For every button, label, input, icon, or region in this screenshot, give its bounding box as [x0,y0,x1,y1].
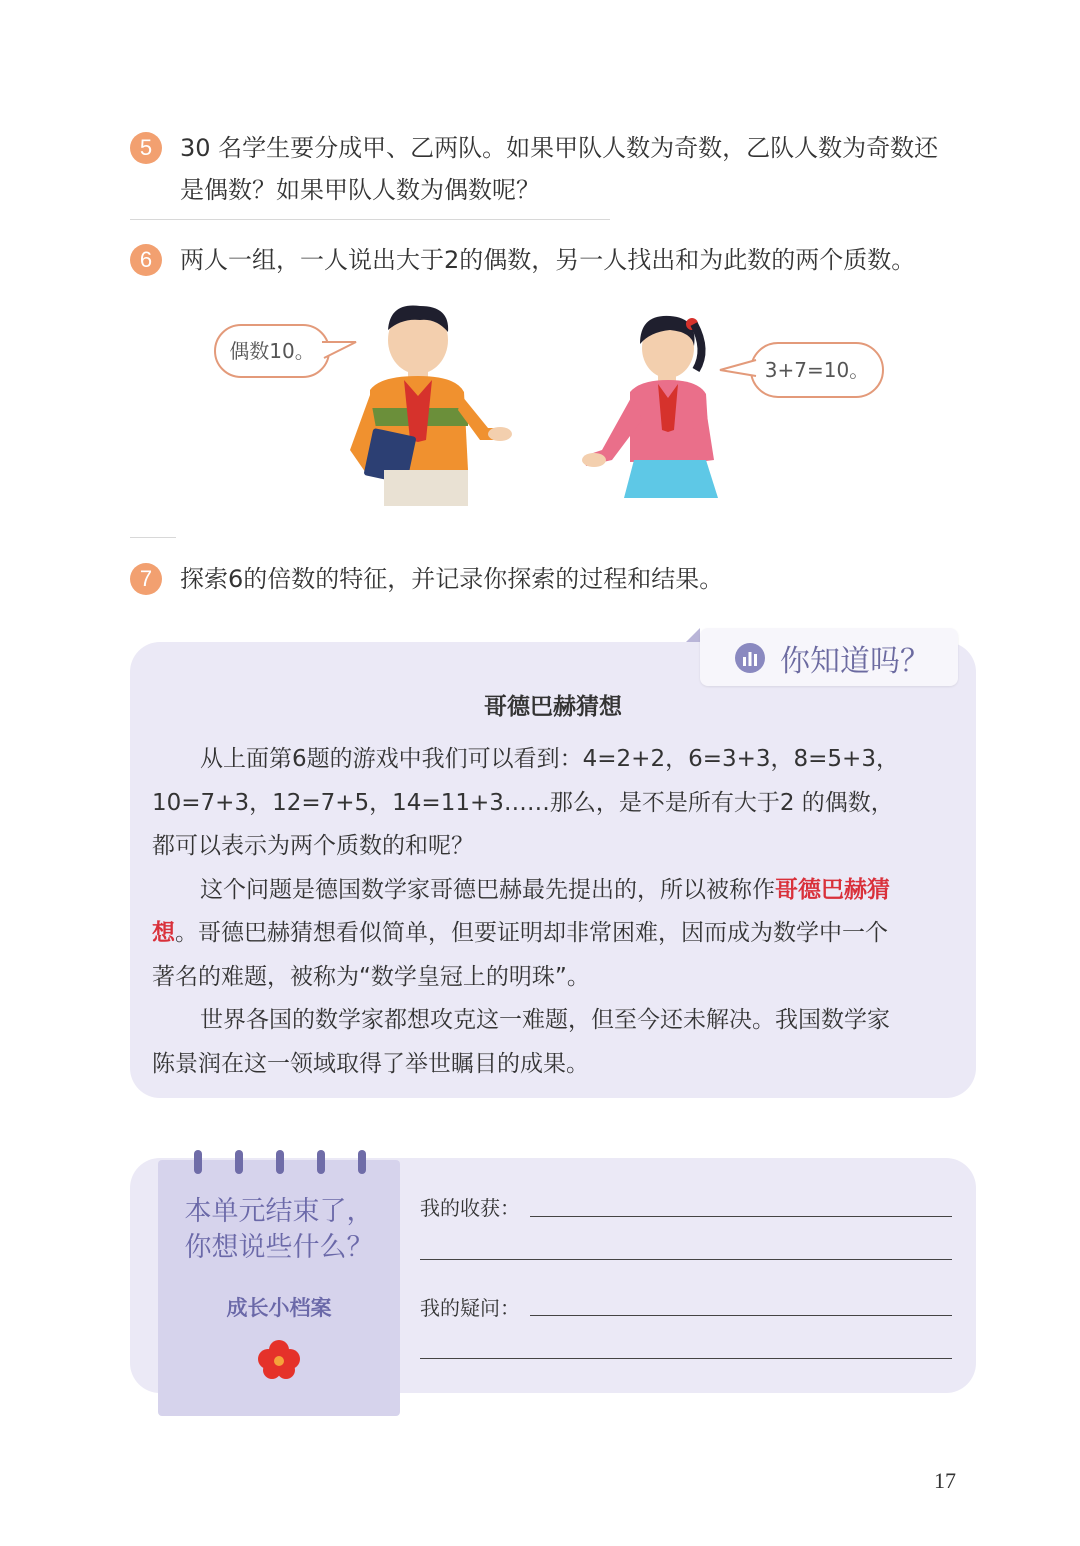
girl-speech-bubble: 3+7=10。 [750,342,884,398]
question-line: 是偶数？如果甲队人数为偶数呢？ [180,176,540,204]
record-title-line: 本单元结束了， [184,1196,374,1227]
page-number: 17 [934,1468,956,1493]
question-text: 两人一组，一人说出大于2的偶数，另一人找出和为此数的两个质数。 [180,246,916,274]
binder-ring-icon [194,1150,202,1174]
flower-icon [258,1340,300,1380]
question-text [180,127,990,211]
highlight-term: 想 [152,920,175,946]
paragraph-text: 著名的难题，被称为“数学皇冠上的明珠”。 [152,963,590,990]
paragraph-text: 都可以表示为两个质数的和呢？ [152,833,474,859]
binder-ring-icon [276,1150,284,1174]
my-question-label: 我的疑问： [420,1296,520,1320]
question-number-badge: 7 [130,563,162,595]
binder-ring-icon [235,1150,243,1174]
article-body [152,738,957,1086]
boy-illustration-icon [340,300,520,510]
paragraph-text: 。哥德巴赫猜想看似简单，但要证明却非常困难，因而成为数学中一个 [175,920,888,946]
tab-fold [686,628,700,642]
boy-speech-bubble: 偶数10。 [214,324,330,378]
record-subtitle: 成长小档案 [226,1296,332,1320]
my-gain-label: 我的收获： [420,1196,520,1220]
question-writing-line[interactable] [530,1315,952,1316]
record-title-line: 你想说些什么？ [184,1232,374,1263]
binder-ring-icon [358,1150,366,1174]
question-number-badge: 5 [130,132,162,164]
paragraph-text: 10=7+3，12=7+5，14=11+3……那么，是不是所有大于2 的偶数， [152,789,894,816]
question-number-badge: 6 [130,244,162,276]
question-text: 探索6的倍数的特征，并记录你探索的过程和结果。 [180,565,724,593]
divider [130,537,176,538]
highlight-term: 哥德巴赫猜 [775,876,890,903]
gain-writing-line[interactable] [530,1216,952,1217]
paragraph-text: 世界各国的数学家都想攻克这一难题，但至今还未解决。我国数学家 [200,1007,890,1033]
question-writing-line[interactable] [420,1358,952,1359]
paragraph-text: 从上面第6题的游戏中我们可以看到：4=2+2，6=3+3，8=5+3， [200,746,899,772]
divider [130,219,610,220]
question-line: 30 名学生要分成甲、乙两队。如果甲队人数为奇数，乙队人数为奇数还 [180,134,939,162]
article-heading: 哥德巴赫猜想 [484,694,622,720]
paragraph-text: 这个问题是德国数学家哥德巴赫最先提出的，所以被称作 [200,876,775,903]
girl-illustration-icon [580,310,740,510]
did-you-know-title: 你知道吗？ [780,644,930,679]
binder-ring-icon [317,1150,325,1174]
chart-info-icon [734,642,766,674]
gain-writing-line[interactable] [420,1259,952,1260]
paragraph-text: 陈景润在这一领域取得了举世瞩目的成果。 [152,1050,589,1077]
record-title [158,1194,400,1266]
